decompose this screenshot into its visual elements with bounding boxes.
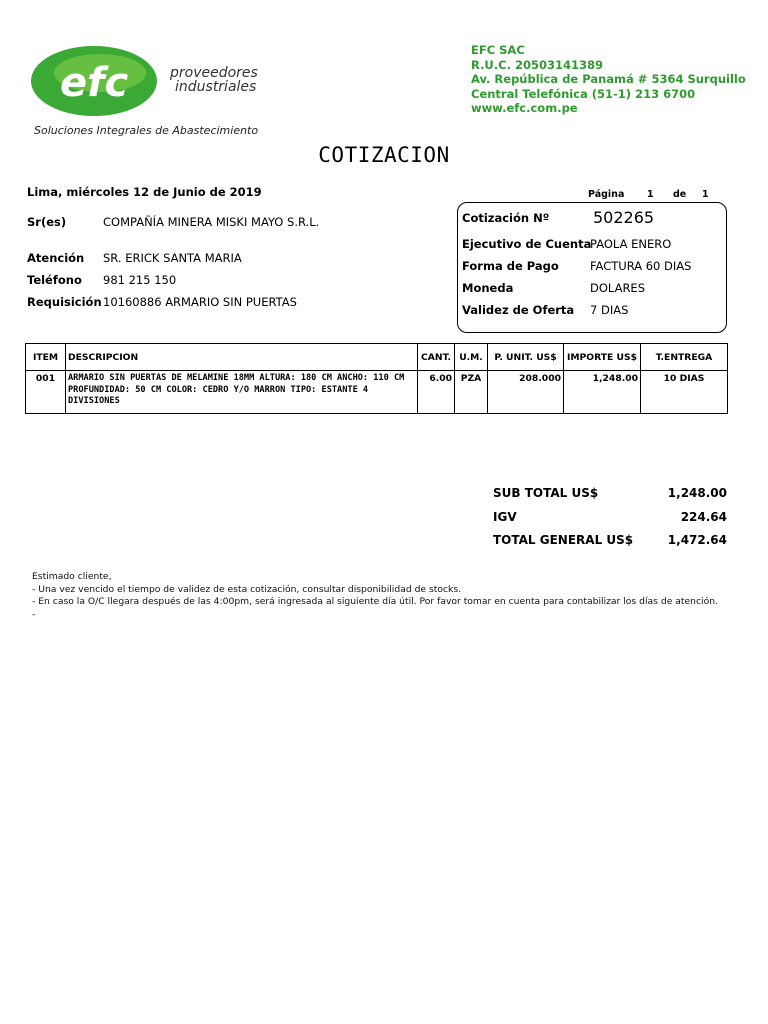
requisicion-value: 10160886 ARMARIO SIN PUERTAS [103,295,297,309]
subtotal-label: SUB TOTAL US$ [493,486,599,500]
validez-label: Validez de Oferta [462,303,575,317]
note-line: - En caso la O/C llegara después de las 4:00pm, será ingresada al siguiente día útil. Por favor tomar en cuenta para contabilizar los días de atención. [32,596,718,608]
moneda-value: DOLARES [590,281,646,295]
table-header-row [26,344,728,371]
sres-label: Sr(es) [27,215,67,229]
atencion-value: SR. ERICK SANTA MARIA [103,251,242,265]
company-ruc: R.U.C. 20503141389 [471,57,603,72]
igv-value: 224.64 [680,510,727,524]
atencion-label: Atención [27,251,85,265]
forma-pago-value: FACTURA 60 DIAS [590,259,692,273]
page-of-label: de [673,189,687,200]
requisicion-label: Requisición [27,295,102,309]
col-descripcion: DESCRIPCION [66,344,418,371]
note-line: Estimado cliente, [32,571,112,582]
cotizacion-number-value: 502265 [593,208,655,227]
col-item: ITEM [26,344,66,371]
svg-text:industriales: industriales [175,79,257,95]
cell-importe: 1,248.00 [564,371,641,414]
subtotal-value: 1,248.00 [667,486,727,500]
ejecutivo-label: Ejecutivo de Cuenta [462,237,592,251]
forma-pago-label: Forma de Pago [462,259,559,273]
cell-um: PZA [455,371,488,414]
table-row [26,371,728,414]
cotizacion-number-label: Cotización Nº [462,211,550,225]
document-title: COTIZACION [318,143,450,167]
col-importe: IMPORTE US$ [564,344,641,371]
cell-punit: 208.000 [488,371,564,414]
svg-text:efc: efc [60,60,129,106]
quote-date: Lima, miércoles 12 de Junio de 2019 [27,185,262,199]
igv-label: IGV [493,510,517,524]
telefono-label: Teléfono [27,273,82,287]
col-entrega: T.ENTREGA [641,344,728,371]
cell-item: 001 [26,371,66,414]
page-current: 1 [647,189,654,200]
cell-descripcion: ARMARIO SIN PUERTAS DE MELAMINE 18MM ALTURA: 180 CM ANCHO: 110 CM PROFUNDIDAD: 50 CM COLOR: CEDRO Y/O MARRON TIPO: ESTANTE 4 DIVISIONES [66,371,418,414]
notes [32,571,718,621]
col-punit: P. UNIT. US$ [488,344,564,371]
svg-text:proveedores: proveedores [170,65,258,81]
company-web[interactable]: www.efc.com.pe [471,101,578,115]
validez-value: 7 DIAS [590,303,629,317]
moneda-label: Moneda [462,281,514,295]
sres-value: COMPAÑÍA MINERA MISKI MAYO S.R.L. [103,215,320,229]
ejecutivo-value: PAOLA ENERO [590,237,672,251]
col-cant: CANT. [418,344,455,371]
cell-entrega: 10 DIAS [641,371,728,414]
total-general-value: 1,472.64 [667,533,727,547]
cell-cant: 6.00 [418,371,455,414]
telefono-value: 981 215 150 [103,273,177,287]
items-table [25,343,728,414]
page-label: Página [588,189,625,200]
company-address: Av. República de Panamá # 5364 Surquillo [471,72,746,86]
company-name: EFC SAC [471,43,525,57]
note-line: - Una vez vencido el tiempo de validez de esta cotización, consultar disponibilidad de stocks. [32,583,462,595]
col-um: U.M. [455,344,488,371]
note-line: - [32,608,36,620]
company-phone: Central Telefónica (51-1) 213 6700 [471,86,696,101]
page-total: 1 [702,189,709,200]
company-info [471,43,746,116]
total-general-label: TOTAL GENERAL US$ [493,533,634,547]
logo-tagline: Soluciones Integrales de Abastecimiento [34,124,259,137]
